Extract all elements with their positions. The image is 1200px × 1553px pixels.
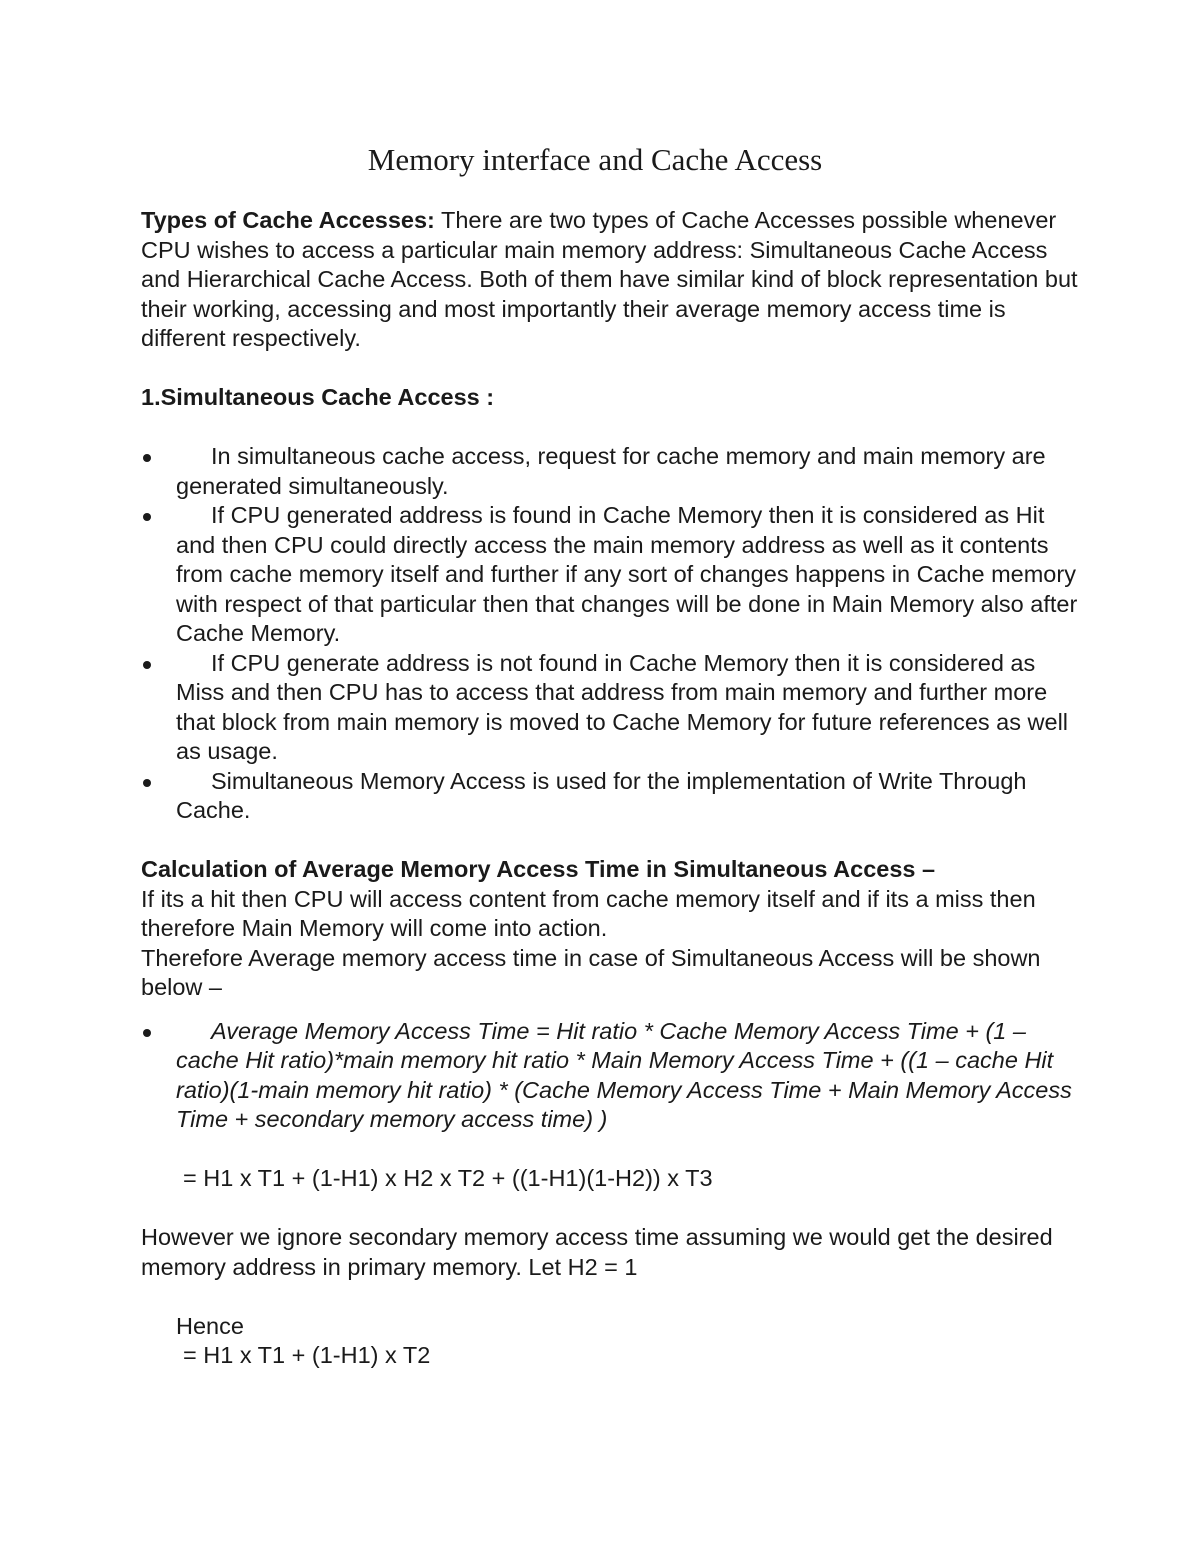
spacer: [141, 1135, 1081, 1165]
bullet-icon: [143, 1029, 151, 1037]
calculation-heading: Calculation of Average Memory Access Time in Simultaneous Access –: [141, 856, 936, 882]
calculation-paragraph-1: If its a hit then CPU will access content from cache memory itself and if its a miss then therefore Main Memory will come into action.: [141, 885, 1036, 941]
spacer: [141, 354, 1081, 384]
bullet-icon: [143, 513, 151, 521]
spacer: [141, 413, 1081, 443]
intro-text: There are two types of Cache Accesses possible whenever CPU wishes to access a particular main memory address: Simultaneous Cache Access and Hierarchical Cache Access. Both of them have similar kind of block representation but their working, accessing and most importantly their average memory access time is different respectively.: [141, 207, 1078, 351]
spacer: [141, 826, 1081, 856]
calculation-paragraph-2: Therefore Average memory access time in case of Simultaneous Access will be shown below –: [141, 944, 1041, 1000]
section1-heading: 1.Simultaneous Cache Access :: [141, 384, 495, 410]
spacer: [141, 1003, 1081, 1017]
bullet-icon: [143, 661, 151, 669]
hence-formula: = H1 x T1 + (1-H1) x T2: [183, 1342, 431, 1368]
symbolic-formula: = H1 x T1 + (1-H1) x H2 x T2 + ((1-H1)(1-H2)) x T3: [183, 1165, 713, 1191]
list-item: [141, 649, 1081, 767]
bullet-text: If CPU generated address is found in Cache Memory then it is considered as Hit and then CPU could directly access the main memory address as well as it contents from cache memory itself and further if any sort of changes happens in Cache memory with respect of that particular then that changes will be done in Main Memory also after Cache Memory.: [176, 502, 1078, 646]
intro-heading: Types of Cache Accesses:: [141, 207, 435, 233]
list-item: [141, 501, 1081, 649]
note-paragraph: However we ignore secondary memory access time assuming we would get the desired memory address in primary memory. Let H2 = 1: [141, 1224, 1053, 1280]
bullet-text: In simultaneous cache access, request for cache memory and main memory are generated simultaneously.: [176, 443, 1046, 499]
document-body: [141, 206, 1081, 1371]
hence-label: Hence: [176, 1312, 244, 1339]
formula-bullet-list: [141, 1017, 1081, 1135]
spacer: [141, 1194, 1081, 1224]
section1-bullet-list: [141, 442, 1081, 826]
document-title: Memory interface and Cache Access: [367, 142, 823, 177]
list-item: [141, 1017, 1081, 1135]
bullet-text: Simultaneous Memory Access is used for the implementation of Write Through Cache.: [176, 767, 1027, 823]
formula-bullet-text: Average Memory Access Time = Hit ratio * Cache Memory Access Time + (1 – cache Hit ratio)*main memory hit ratio * Main Memory Access Time + ((1 – cache Hit ratio)(1-main memory hit ratio) * (Cache Memory Access Time + Main Memory Access Time + secondary memory access time) ): [176, 1017, 1072, 1132]
list-item: [141, 442, 1081, 501]
bullet-icon: [143, 454, 151, 462]
bullet-icon: [143, 779, 151, 787]
bullet-text: If CPU generate address is not found in Cache Memory then it is considered as Miss and then CPU has to access that address from main memory and further more that block from main memory is moved to Cache Memory for future references as well as usage.: [176, 649, 1069, 764]
intro-paragraph: [141, 206, 1081, 354]
spacer: [141, 1282, 1081, 1312]
list-item: [141, 767, 1081, 826]
